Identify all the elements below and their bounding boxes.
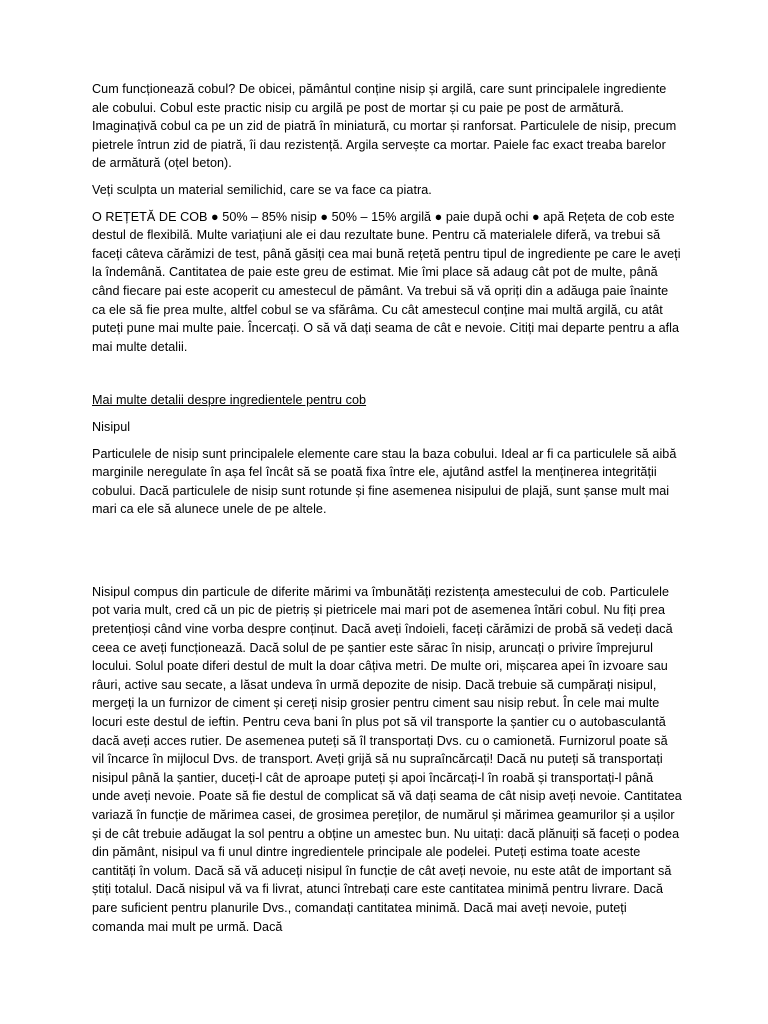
document-page — [92, 80, 682, 936]
section-subheading: Nisipul — [92, 419, 131, 434]
paragraph-how-cob-works: Cum funcționează cobul? De obicei, pământul conține nisip și argilă, care sunt principalele ingrediente ale cobului. Cobul este practic nisip cu argilă pe post de mortar și cu paie pe post de armătură. Imaginațivă cobul ca pe un zid de piatră în miniatură, cu mortar și ranforsat. Particulele de nisip, precum pietrele întrun zid de piatră, îi dau rezistență. Argila servește ca mortar. Paiele fac exact treaba barelor de armătură (oțel beton). — [92, 82, 677, 171]
paragraph-semiliquid: Veți sculpta un material semilichid, care se va face ca piatra. — [92, 182, 432, 197]
section-heading: Mai multe detalii despre ingredientele pentru cob — [92, 393, 367, 408]
paragraph-sand-particles: Particulele de nisip sunt principalele elemente care stau la baza cobului. Ideal ar fi ca particulele să aibă marginile neregulate în așa fel încât să se poată fixa între ele, ajutând astfel la menținerea integrității cobului. Dacă particulele de nisip sunt rotunde și fine asemenea nisipului de plajă, sunt șanse mult mai mari ca ele să alunece unele de pe altele. — [92, 446, 677, 517]
paragraph-sand-sizes: Nisipul compus din particule de diferite mărimi va îmbunătăți rezistența amestecului de cob. Particulele pot varia mult, cred că un pic de pietriș și pietricele mai mari pot de asemenea întări cobul. Nu fiți prea pretențioși când vine vorba despre conținut. Dacă aveți îndoieli, faceți cărămizi de probă să vedeți dacă ceea ce aveți funcționează. Dacă solul de pe șantier este sărac în nisip, aruncați o privire împrejurul locului. Solul poate diferi destul de mult la doar câțiva metri. De multe ori, mișcarea apei în izvoare sau râuri, active sau secate, a lăsat undeva în urmă depozite de nisip. Dacă trebuie să cumpărați nisipul, mergeți la un furnizor de ciment și cereți nisip grosier pentru ciment sau nisip rebut. În cele mai multe locuri este destul de ieftin. Pentru ceva bani în plus pot să vil transporte la șantier cu o autobasculantă dacă aveți acces rutier. De asemenea puteți să îl transportați Dvs. cu o camionetă. Furnizorul poate să vil încarce în mijlocul Dvs. de transport. Aveți grijă să nu supraîncărcați! Dacă nu puteți să transportați nisipul până la șantier, duceți-l cât de aproape puteți și apoi încărcați-l în roabă și transportați-l până unde aveți nevoie. Poate să fie destul de complicat să vă dați seama de cât nisip aveți nevoie. Cantitatea variază în funcție de mărimea casei, de grosimea pereților, de numărul și mărimea geamurilor și a ușilor și de cât trebuie adăugat la sol pentru a obține un amestec bun. Nu uitați: dacă plănuiți să faceți o podea din pământ, nisipul va fi unul dintre ingredientele principale ale podelei. Puteți estima toate aceste cantități în volum. Dacă să vă aduceți nisipul în funcție de cât aveți nevoie, nu este atât de important să știți totalul. Dacă nisipul vă va fi livrat, atunci întrebați care este cantitatea minimă pentru livrare. Dacă pare suficient pentru planurile Dvs., comandați cantitatea minimă. Dacă mai aveți nevoie, puteți comanda mai mult pe urmă. Dacă — [92, 584, 682, 934]
paragraph-cob-recipe: O REȚETĂ DE COB ● 50% – 85% nisip ● 50% – 15% argilă ● paie după ochi ● apă Rețeta de cob este destul de flexibilă. Multe variațiuni ale ei dau rezultate bune. Pentru că materialele diferă, va trebui să faceți câteva cărămizi de test, până găsiți cea mai bună rețetă pentru tipul de ingrediente pe care le aveți la îndemână. Cantitatea de paie este greu de estimat. Mie îmi place să adaug cât pot de multe, până când fiecare pai este acoperit cu amestecul de pământ. Va trebui să vă opriți din a adăuga paie înainte ca ele să fie prea multe, altfel cobul se va sfărâma. Cu cât amestecul conține mai multă argilă, cu atât puteți pune mai multe paie. Încercați. O să vă dați seama de cât e nevoie. Citiți mai departe pentru a afla mai multe detalii. — [92, 209, 681, 354]
